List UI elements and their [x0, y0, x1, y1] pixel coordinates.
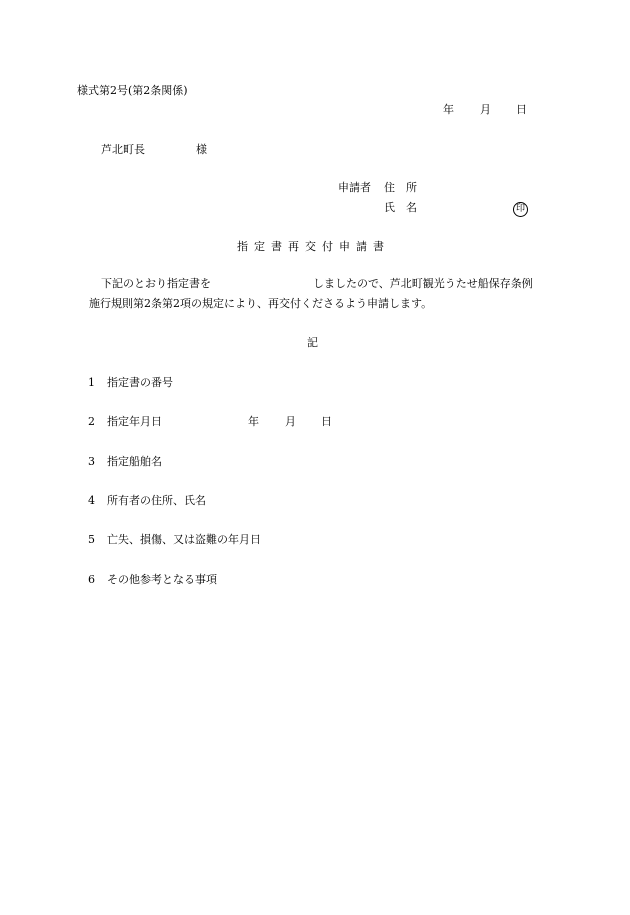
item-month-label: 月: [285, 415, 296, 428]
item-label: 指定船舶名: [107, 455, 162, 468]
addressee-honorific: 様: [196, 143, 207, 156]
item-number: 2: [88, 415, 95, 428]
body-line1-start: 下記のとおり指定書を: [101, 277, 211, 290]
applicant-name-label: 氏 名: [384, 201, 417, 214]
seal-mark: 印: [513, 202, 528, 217]
document-title: 指定書再交付申請書: [237, 240, 390, 253]
item-day-label: 日: [321, 415, 332, 428]
item-label: 指定書の番号: [107, 376, 173, 389]
item-label: 亡失、損傷、又は盗難の年月日: [107, 533, 261, 546]
item-label: 指定年月日: [107, 415, 162, 428]
body-line2: 施行規則第2条第2項の規定により、再交付くださるよう申請します。: [89, 297, 433, 310]
date-day-label: 日: [516, 103, 527, 116]
applicant-label: 申請者: [338, 181, 371, 194]
item-label: 所有者の住所、氏名: [107, 494, 206, 507]
addressee-name: 芦北町長: [101, 143, 145, 156]
body-line1-end: しましたので、芦北町観光うたせ船保存条例: [313, 277, 533, 290]
item-number: 6: [88, 573, 95, 586]
date-month-label: 月: [480, 103, 491, 116]
form-number: 様式第2号(第2条関係): [77, 84, 188, 97]
applicant-address-label: 住 所: [384, 181, 417, 194]
item-label: その他参考となる事項: [107, 573, 217, 586]
item-year-label: 年: [248, 415, 259, 428]
item-number: 4: [88, 494, 95, 507]
ki-heading: 記: [307, 336, 318, 349]
item-number: 3: [88, 455, 95, 468]
item-number: 1: [88, 376, 95, 389]
item-number: 5: [88, 533, 95, 546]
date-year-label: 年: [443, 103, 454, 116]
